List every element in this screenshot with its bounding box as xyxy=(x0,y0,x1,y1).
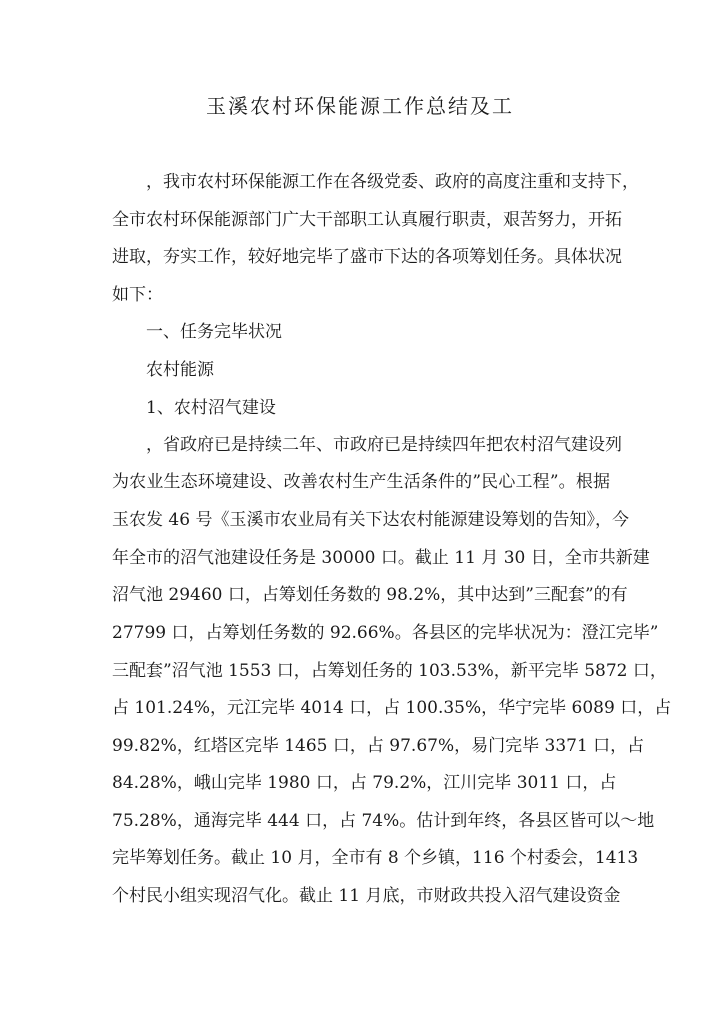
paragraph-line: ，我市农村环保能源工作在各级党委、政府的高度注重和支持下， xyxy=(146,172,639,192)
paragraph-line: 84.28%，峨山完毕 1980 口，占 79.2%，江川完毕 3011 口，占 xyxy=(112,773,617,793)
paragraph-line: 沼气池 29460 口，占筹划任务数的 98.2%，其中达到”三配套”的有 xyxy=(112,585,628,605)
paragraph-line: 占 101.24%，元江完毕 4014 口，占 100.35%，华宁完毕 6089 口，占 xyxy=(112,698,672,718)
paragraph-line: 年全市的沼气池建设任务是 30000 口。截止 11 月 30 日，全市共新建 xyxy=(112,548,650,568)
paragraph-line: ，省政府已是持续二年、市政府已是持续四年把农村沼气建设列 xyxy=(146,435,622,455)
section-heading: 一、任务完毕状况 xyxy=(146,322,282,342)
paragraph-line: 玉农发 46 号《玉溪市农业局有关下达农村能源建设筹划的告知》，今 xyxy=(112,510,629,530)
paragraph-line: 进取，夯实工作，较好地完毕了盛市下达的各项筹划任务。具体状况 xyxy=(112,247,622,267)
paragraph-line: 完毕筹划任务。截止 10 月，全市有 8 个乡镇，116 个村委会，1413 xyxy=(112,848,639,868)
document-title: 玉溪农村环保能源工作总结及工 xyxy=(206,94,514,118)
paragraph-line: 99.82%，红塔区完毕 1465 口，占 97.67%，易门完毕 3371 口，占 xyxy=(112,736,645,756)
paragraph-line: 为农业生态环境建设、改善农村生产生活条件的”民心工程”。根据 xyxy=(112,472,610,492)
paragraph-line: 75.28%，通海完毕 444 口，占 74%。估计到年终，各县区皆可以～地 xyxy=(112,811,655,831)
paragraph-line: 如下： xyxy=(112,285,163,305)
subsection-heading: 农村能源 xyxy=(146,360,214,380)
paragraph-line: 27799 口，占筹划任务数的 92.66%。各县区的完毕状况为：澄江完毕” xyxy=(112,623,659,643)
paragraph-line: 个村民小组实现沼气化。截止 11 月底，市财政共投入沼气建设资金 xyxy=(112,886,621,906)
subsection-heading: 1、农村沼气建设 xyxy=(146,398,276,418)
paragraph-line: 三配套”沼气池 1553 口，占筹划任务的 103.53%，新平完毕 5872 口， xyxy=(112,661,667,681)
paragraph-line: 全市农村环保能源部门广大干部职工认真履行职责，艰苦努力，开拓 xyxy=(112,210,622,230)
